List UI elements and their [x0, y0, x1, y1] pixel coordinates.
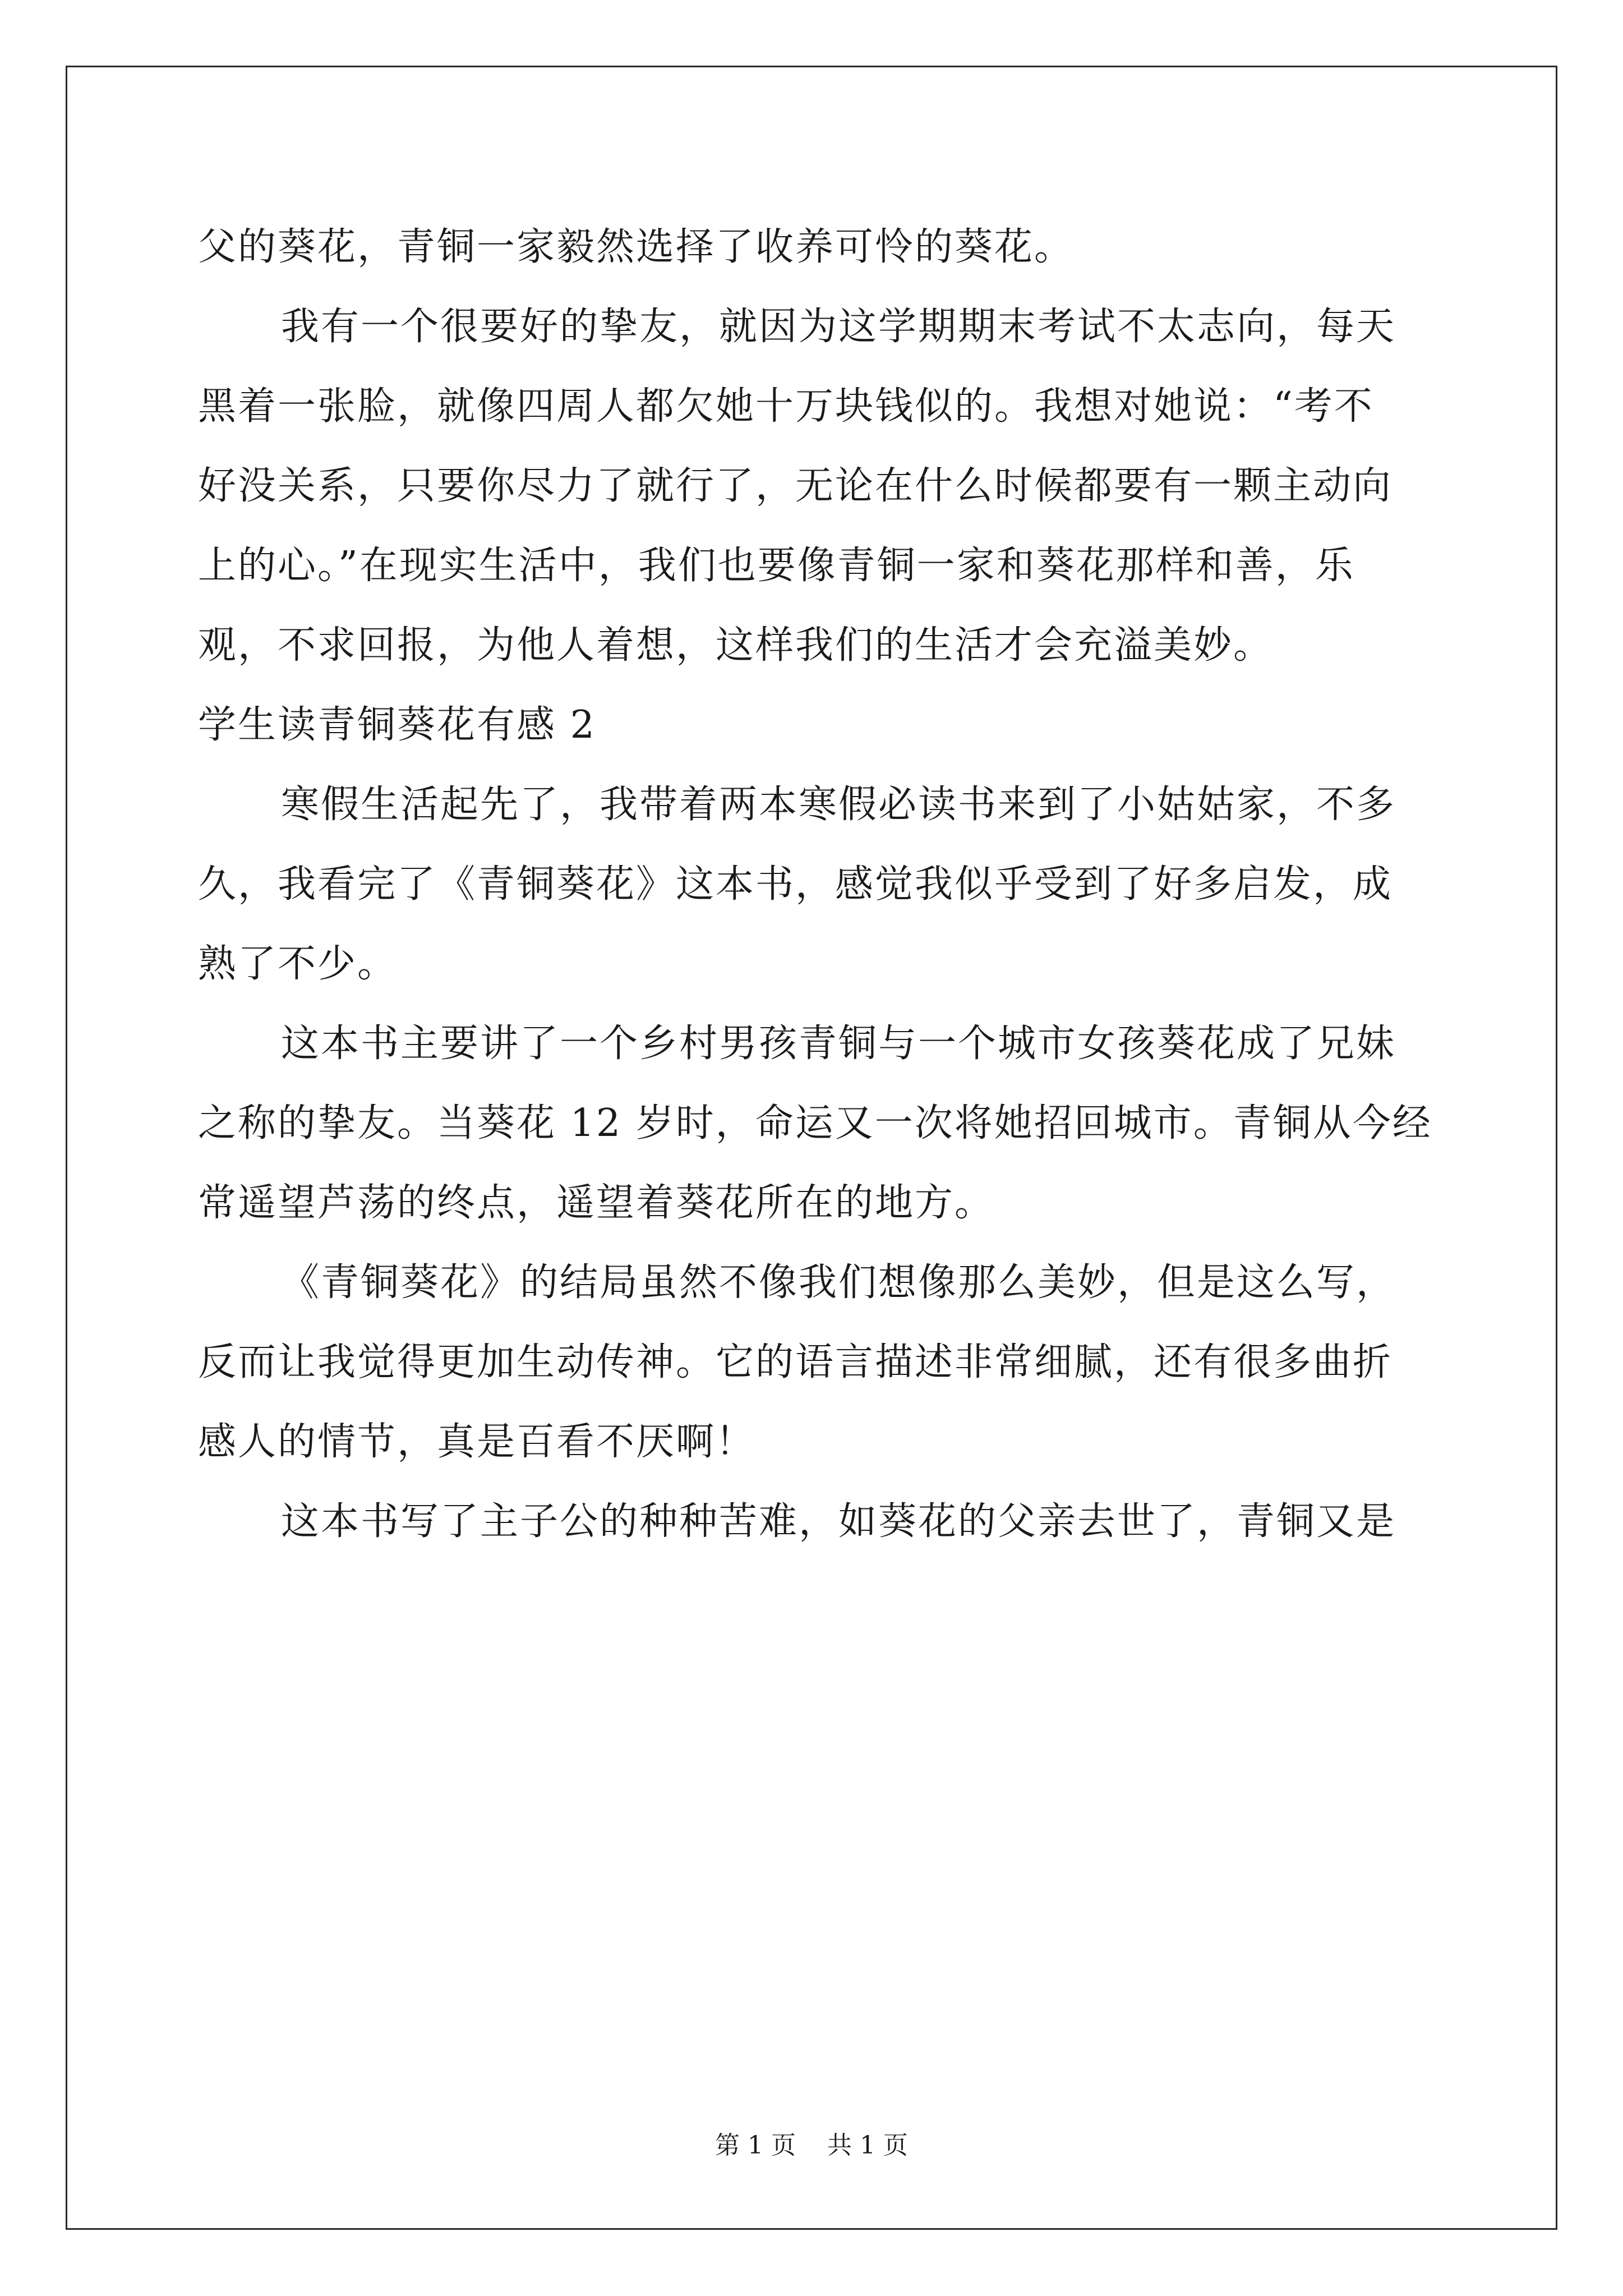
text-line: 寒假生活起先了，我带着两本寒假必读书来到了小姑姑家，不多 — [281, 783, 1396, 827]
text-line: 反而让我觉得更加生动传神。它的语言描述非常细腻，还有很多曲折 — [198, 1340, 1393, 1384]
text-line: 黑着一张脸，就像四周人都欠她十万块钱似的。我想对她说：“考不 — [198, 384, 1374, 429]
document-body — [198, 208, 1432, 1562]
text-line: 这本书主要讲了一个乡村男孩青铜与一个城市女孩葵花成了兄妹 — [281, 1022, 1396, 1066]
text-line: 熟了不少。 — [198, 942, 398, 986]
section-heading: 学生读青铜葵花有感 2 — [198, 703, 596, 747]
text-line: 《青铜葵花》的结局虽然不像我们想像那么美妙，但是这么写， — [281, 1260, 1396, 1305]
page-number-footer: 第 1 页 共 1 页 — [715, 2131, 908, 2160]
text-line: 我有一个很要好的挚友，就因为这学期期末考试不太志向，每天 — [281, 305, 1396, 349]
text-line: 好没关系，只要你尽力了就行了，无论在什么时候都要有一颗主动向 — [198, 464, 1393, 508]
text-line: 感人的情节，真是百看不厌啊！ — [198, 1420, 756, 1464]
text-line: 之称的挚友。当葵花 12 岁时，命运又一次将她招回城市。青铜从今经 — [198, 1101, 1432, 1145]
text-line: 这本书写了主子公的种种苦难，如葵花的父亲去世了，青铜又是 — [281, 1499, 1396, 1544]
text-line: 常遥望芦荡的终点，遥望着葵花所在的地方。 — [198, 1181, 995, 1225]
text-line: 父的葵花，青铜一家毅然选择了收养可怜的葵花。 — [198, 225, 1075, 269]
text-line: 久，我看完了《青铜葵花》这本书，感觉我似乎受到了好多启发，成 — [198, 862, 1393, 907]
text-line: 上的心。”在现实生活中，我们也要像青铜一家和葵花那样和善，乐 — [198, 544, 1355, 588]
text-line: 观，不求回报，为他人着想，这样我们的生活才会充溢美妙。 — [198, 623, 1274, 668]
